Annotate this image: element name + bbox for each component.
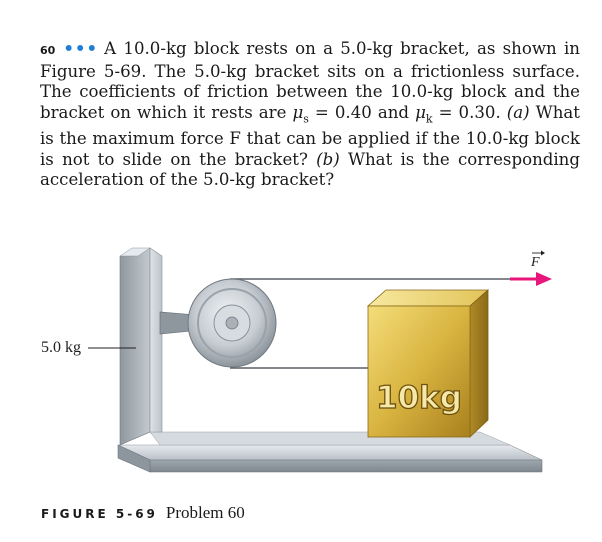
bracket-mass-label: 5.0 kg (41, 339, 81, 356)
block-mass-label: 10kg (376, 380, 462, 416)
mu-s-value: = 0.40 and (308, 102, 416, 122)
problem-number: 60 (40, 44, 56, 57)
part-a-label: (a) (506, 102, 530, 122)
mu-k-value: = 0.30. (432, 102, 507, 122)
part-b-label: (b) (316, 149, 340, 169)
part-b-text: What is the corresponding acceleration of the 5.0-kg bracket? (40, 149, 580, 190)
bracket-base (118, 432, 542, 472)
difficulty-dots: ••• (63, 38, 99, 58)
figure-caption (41, 503, 245, 523)
mu-s-symbol: μ (292, 102, 304, 122)
mu-s-subscript: s (303, 111, 309, 125)
force-arrow (510, 272, 552, 286)
part-a-text: What is the maximum force F that can be applied if the 10.0-kg block is not to slide on the bracket? (40, 102, 580, 169)
pulley (188, 279, 276, 367)
mu-k-subscript: k (425, 111, 433, 125)
figure-number: FIGURE 5-69 (41, 507, 158, 521)
caption-text: Problem 60 (165, 503, 245, 522)
mu-k-symbol: μ (415, 102, 426, 122)
gold-block (368, 290, 488, 437)
problem-statement: A 10.0-kg block rests on a 5.0-kg bracket, as shown in Figure 5-69. The 5.0-kg bracket sits on a frictionless surface. The coefficients of friction between the 10.0-kg block and the bracket on which it rests are (40, 39, 580, 122)
bracket-wall (120, 248, 162, 445)
force-label: F (531, 255, 540, 270)
